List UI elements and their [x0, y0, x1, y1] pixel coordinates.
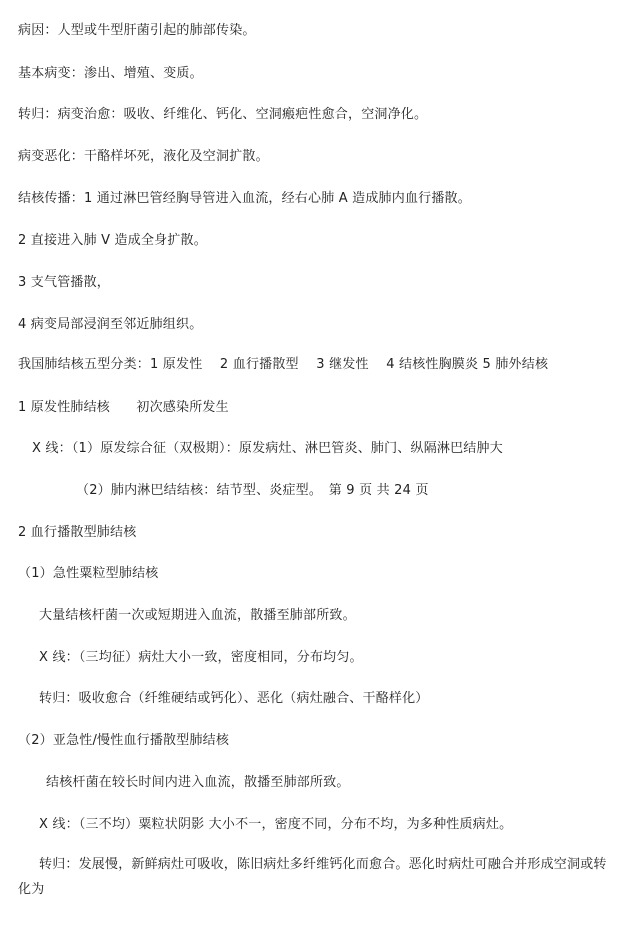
text-line-cause: 病因：人型或牛型肝菌引起的肺部传染。	[18, 23, 256, 38]
text-line-transmission-4: 4 病变局部浸润至邻近肺组织。	[18, 317, 203, 332]
text-line-xray-primary-1: X 线：（1）原发综合征（双极期）：原发病灶、淋巴管炎、肺门、纵隔淋巴结肿大	[32, 441, 503, 456]
text-line-hematogenous: 2 血行播散型肺结核	[18, 525, 137, 540]
text-line-deterioration: 病变恶化：干酪样坏死，液化及空洞扩散。	[18, 149, 269, 164]
text-line-classification: 我国肺结核五型分类：1 原发性 2 血行播散型 3 继发性 4 结核性胸膜炎 5 肺外结核	[18, 357, 549, 372]
text-line-acute-miliary: （1）急性粟粒型肺结核	[18, 566, 159, 581]
text-line-subacute-xray: X 线：（三不均）粟粒状阴影 大小不一，密度不同，分布不均，为多种性质病灶。	[39, 817, 513, 832]
text-line-xray-primary-2: （2）肺内淋巴结结核：结节型、炎症型。 第 9 页 共 24 页	[76, 483, 429, 498]
text-line-acute-xray: X 线：（三均征）病灶大小一致，密度相同，分布均匀。	[39, 650, 363, 665]
text-line-primary-tb: 1 原发性肺结核 初次感染所发生	[18, 400, 229, 415]
text-line-subacute: （2）亚急性/慢性血行播散型肺结核	[18, 733, 230, 748]
text-paragraph-subacute-outcome: 转归：发展慢，新鲜病灶可吸收，陈旧病灶多纤维钙化而愈合。恶化时病灶可融合并形成空洞或转化为	[18, 857, 607, 897]
text-line-acute-outcome: 转归：吸收愈合（纤维硬结或钙化）、恶化（病灶融合、干酪样化）	[39, 691, 429, 706]
text-line-outcome: 转归：病变治愈：吸收、纤维化、钙化、空洞瘢疤性愈合，空洞净化。	[18, 107, 428, 122]
text-line-acute-desc: 大量结核杆菌一次或短期进入血流，散播至肺部所致。	[39, 608, 356, 623]
text-line-subacute-desc: 结核杆菌在较长时间内进入血流，散播至肺部所致。	[46, 775, 350, 790]
text-line-basic-lesion: 基本病变：渗出、增殖、变质。	[18, 66, 203, 81]
text-line-transmission-2: 2 直接进入肺 V 造成全身扩散。	[18, 233, 207, 248]
text-line-transmission-3: 3 支气管播散，	[18, 275, 111, 290]
text-line-transmission-1: 结核传播：1 通过淋巴管经胸导管进入血流，经右心肺 A 造成肺内血行播散。	[18, 191, 471, 206]
